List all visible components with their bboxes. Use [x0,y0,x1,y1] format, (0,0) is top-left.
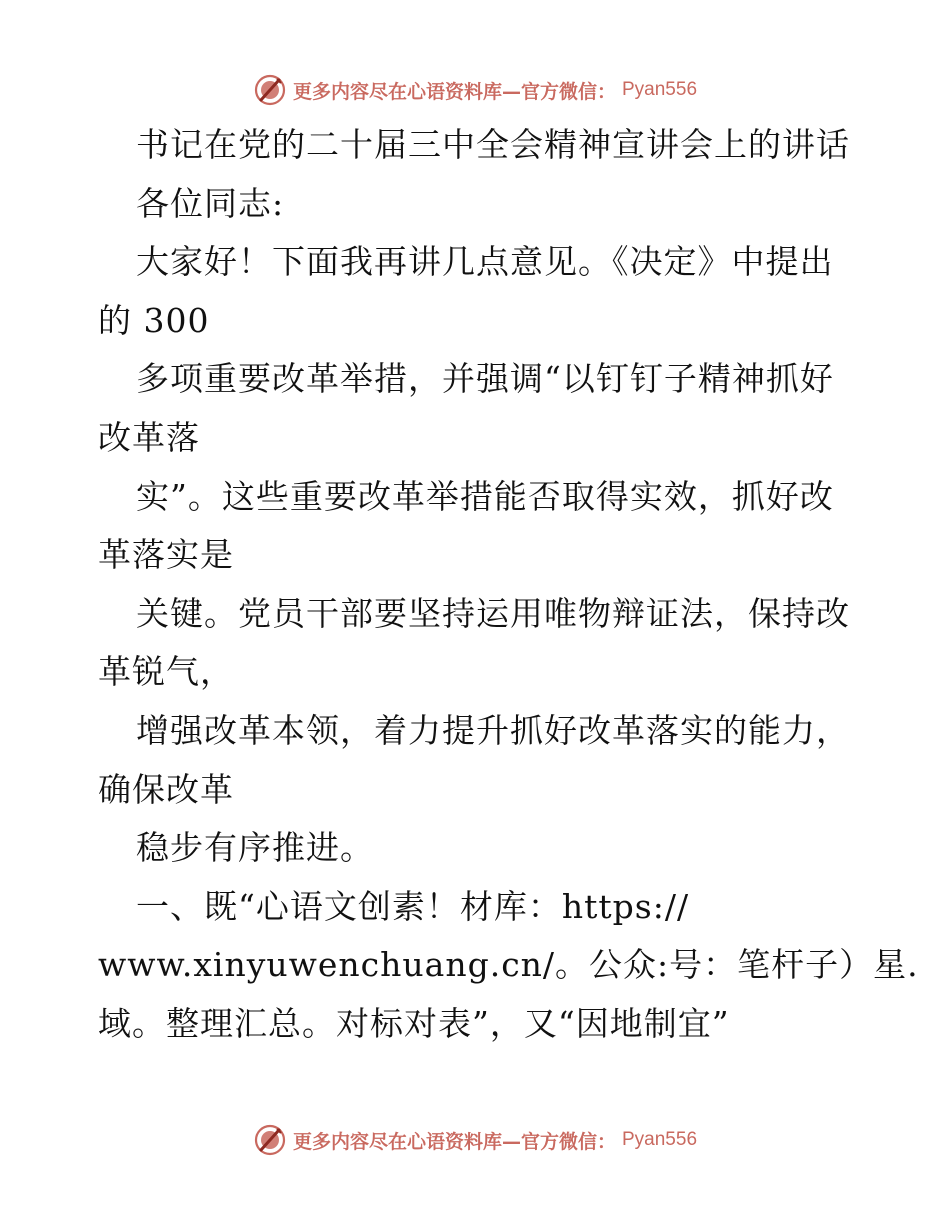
watermark-text: 更多内容尽在心语资料库—官方微信： [292,1130,616,1153]
section-heading-line: 一、既“心语文创素！材库：https:// [136,886,690,926]
paragraph-line: 域。整理汇总。对标对表”，又“因地制宜” [98,1003,730,1043]
document-title: 书记在党的二十届三中全会精神宣讲会上的讲话 [136,125,850,164]
paragraph-line: 大家好！下面我再讲几点意见。《决定》中提出 [136,242,834,282]
watermark-header [0,70,950,110]
paragraph-line: 增强改革本领，着力提升抓好改革落实的能力， [136,710,850,750]
paragraph-line: 稳步有序推进。 [136,828,374,868]
watermark-wechat-id: Pyan556 [622,1129,698,1150]
paragraph-line: 多项重要改革举措，并强调“以钉钉子精神抓好 [136,359,834,399]
paragraph-line: www.xinyuwenchuang.cn/。公众:号：笔杆子）星. [98,945,919,985]
document-body [98,116,919,1054]
salutation: 各位同志: [136,183,285,223]
watermark-text: 更多内容尽在心语资料库—官方微信： [292,80,616,103]
watermark-footer [0,1120,950,1160]
watermark-wechat-id: Pyan556 [622,79,698,100]
paragraph-line: 确保改革 [98,769,234,809]
paragraph-line: 关键。党员干部要坚持运用唯物辩证法，保持改 [136,593,850,633]
paragraph-line: 革落实是 [98,535,234,575]
paragraph-line: 的 300 [98,300,210,340]
paragraph-line: 实”。这些重要改革举措能否取得实效，抓好改 [136,476,834,516]
paragraph-line: 革锐气， [98,652,234,692]
paragraph-line: 改革落 [98,417,200,457]
pen-logo-icon [253,1123,287,1157]
pen-logo-icon [253,73,287,107]
